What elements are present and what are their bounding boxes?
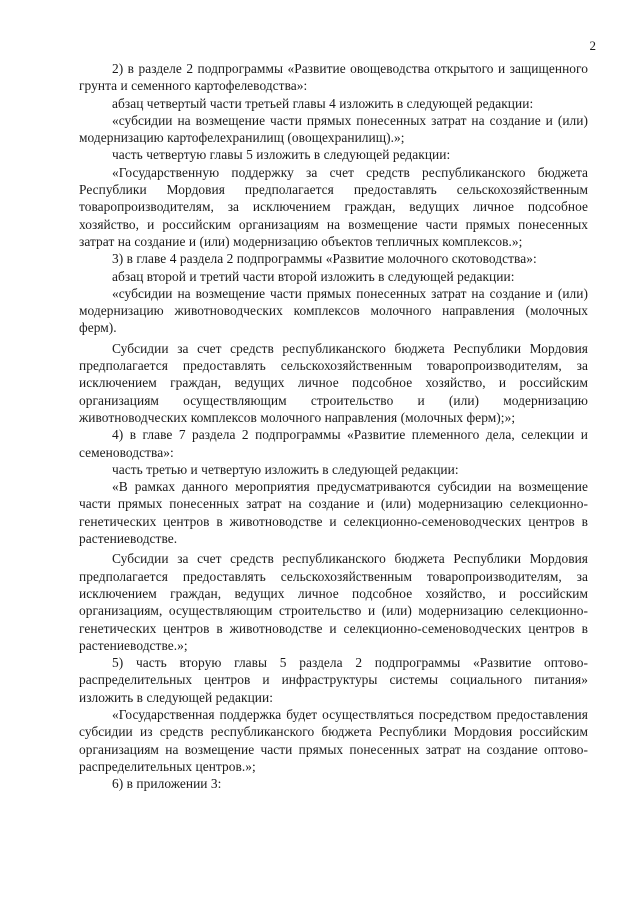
paragraph-item-5: 5) часть вторую главы 5 раздела 2 подпрограммы «Развитие оптово-распределительных центров и инфраструктуры системы социального питания» изложить в следующей редакции: [79,655,588,705]
page-number: 2 [589,38,596,53]
paragraph-item-4: 4) в главе 7 раздела 2 подпрограммы «Развитие племенного дела, селекции и семеноводства»: [79,427,588,460]
paragraph-quote-molochnye: «субсидии на возмещение части прямых понесенных затрат на создание и (или) модернизацию животноводческих комплексов молочного направления (молочных ферм). [79,285,588,336]
paragraph-abzac-4: абзац четвертый части третьей главы 4 изложить в следующей редакции: [112,95,534,111]
paragraph-item-2: 2) в разделе 2 подпрограммы «Развитие овощеводства открытого и защищенного грунта и семенного картофелеводства»: [79,61,588,94]
paragraph-quote-selekciya: «В рамках данного мероприятия предусматриваются субсидии на возмещение части прямых понесенных затрат на создание и (или) модернизацию селекционно-генетических центров в животноводстве и селекционно-семеноводческих центров в растениеводстве. [79,479,588,547]
paragraph-quote-kartofel: «субсидии на возмещение части прямых понесенных затрат на создание и (или) модернизацию картофелехранилищ (овощехранилищ).»; [79,112,588,146]
paragraph-item-6: 6) в приложении 3: [112,776,222,792]
paragraph-item-3: 3) в главе 4 раздела 2 подпрограммы «Развитие молочного скотоводства»: [112,251,537,267]
paragraph-subsidii-molochnye: Субсидии за счет средств республиканского бюджета Республики Мордовия предполагается предоставлять сельскохозяйственным товаропроизводителям, за исключением граждан, ведущих личное подсобное хозяйство, и российским организациям осуществляющим строительство и (или) модернизацию животноводческих комплексов молочного направления (молочных ферм);»; [79,340,588,425]
paragraph-chast-4-glava-5: часть четвертую главы 5 изложить в следующей редакции: [112,147,451,163]
paragraph-abzac-2-3: абзац второй и третий части второй изложить в следующей редакции: [112,268,515,284]
paragraph-quote-teplichnye: «Государственную поддержку за счет средств республиканского бюджета Республики Мордовия предполагается предоставлять сельскохозяйственным товаропроизводителям, за исключением граждан, ведущих личное подсобное хозяйство, и российским организациям на возмещение части прямых понесенных затрат на создание и (или) модернизацию объектов тепличных комплексов.»; [79,164,588,249]
paragraph-chast-3-4: часть третью и четвертую изложить в следующей редакции: [112,461,459,477]
paragraph-quote-optovye: «Государственная поддержка будет осуществляться посредством предоставления субсидии из средств республиканского бюджета Республики Мордовия российским организациям на возмещение части прямых понесенных затрат на создание оптово-распределительных центров.»; [79,706,588,774]
document-body [79,60,588,792]
paragraph-subsidii-selekciya: Субсидии за счет средств республиканского бюджета Республики Мордовия предполагается предоставлять сельскохозяйственным товаропроизводителям, за исключением граждан, ведущих личное подсобное хозяйство, и российским организациям, осуществляющим строительство и (или) модернизацию селекционно-генетических центров в животноводстве и селекционно-семеноводческих центров в растениеводстве.»; [79,551,588,653]
